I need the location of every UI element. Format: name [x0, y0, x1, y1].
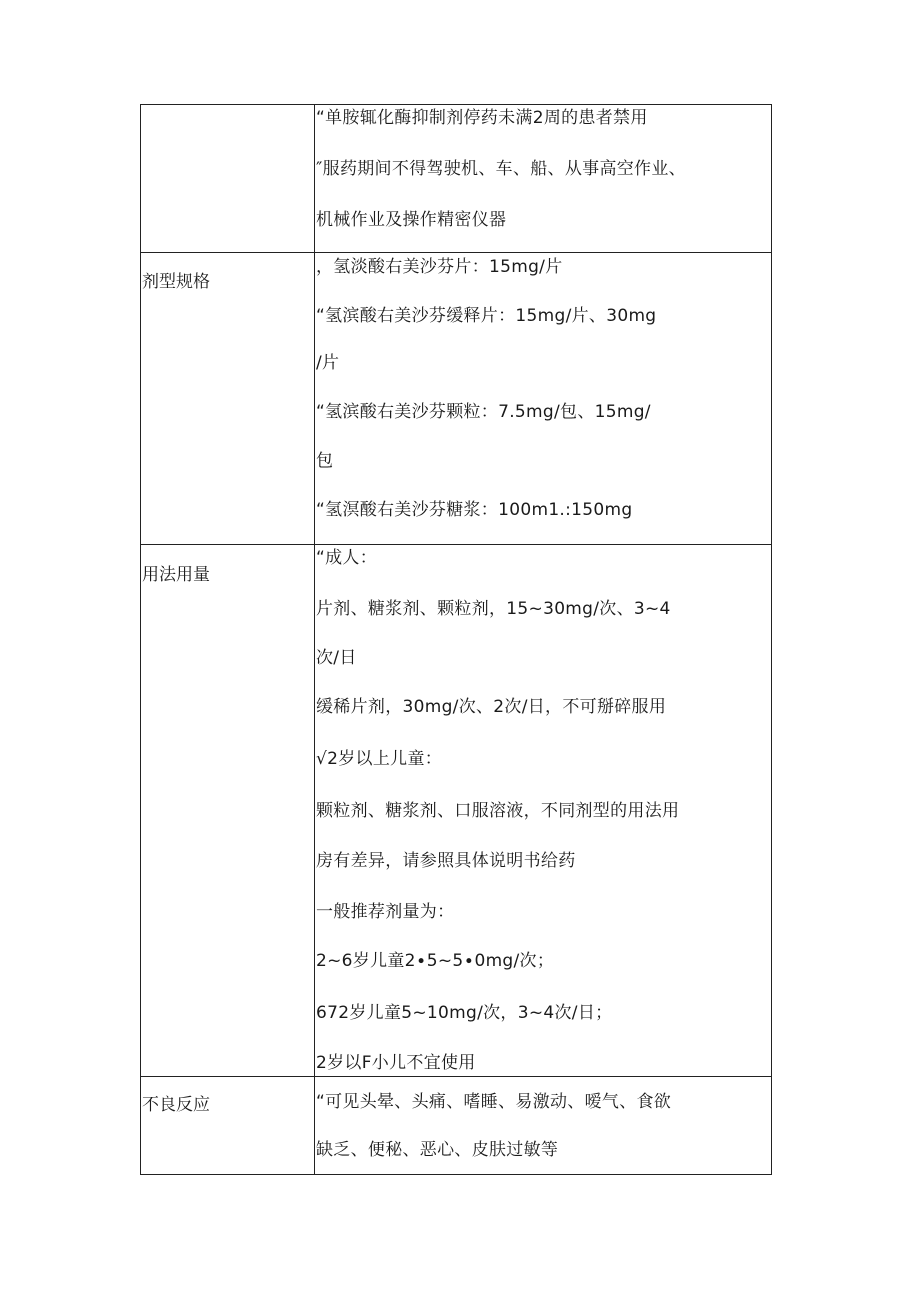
- content-line: “氢滨酸右美沙芬颗粒：7.5mg∕包、15mg∕: [316, 402, 651, 422]
- row-content-cell: [315, 105, 772, 253]
- content-line: 次/日: [316, 648, 357, 668]
- row-label-cell: [141, 545, 315, 1077]
- row-content-cell: [315, 1077, 772, 1175]
- row-label-cell: [141, 105, 315, 253]
- content-line: 缺乏、便秘、恶心、皮肤过敏等: [316, 1140, 559, 1160]
- row-label: 用法用量: [142, 565, 210, 585]
- content-line: 包: [316, 451, 334, 471]
- content-line: 缓稀片剂，30mg∕次、2次/日，不可掰碎服用: [316, 697, 667, 717]
- content-line: “单胺辄化酶抑制剂停药未满2周的患者禁用: [316, 108, 648, 128]
- table-row-contraindications: [141, 105, 772, 253]
- content-line: √2岁以上儿童：: [316, 749, 443, 769]
- content-line: 房有差异，请参照具体说明书给药: [316, 851, 576, 871]
- drug-info-table: [140, 104, 772, 1175]
- row-label: 不良反应: [142, 1095, 210, 1115]
- content-line: ，氢淡酸右美沙芬片：15mg∕片: [316, 257, 563, 277]
- row-label-cell: [141, 1077, 315, 1175]
- content-line: 片剂、糖浆剂、颗粒剂，15~30mg∕次、3~4: [316, 599, 671, 619]
- content-line: 2~6岁儿童2∙5~5∙0mg∕次；: [316, 951, 555, 971]
- content-line: 一般推荐剂量为：: [316, 902, 455, 922]
- content-line: ″服药期间不得驾驶机、车、船、从事高空作业、: [316, 159, 686, 179]
- content-line: 机械作业及操作精密仪器: [316, 210, 507, 230]
- row-label: 剂型规格: [142, 272, 210, 292]
- content-line: 672岁儿童5~10mg∕次，3~4次/日；: [316, 1003, 613, 1023]
- content-line: “氢溟酸右美沙芬糖浆：100m1.:150mg: [316, 500, 633, 520]
- content-line: /片: [316, 353, 340, 373]
- table-row-usage-dosage: [141, 545, 772, 1077]
- content-line: “氢滨酸右美沙芬缓释片：15mg∕片、30mg: [316, 306, 657, 326]
- table-row-dosage-forms: [141, 253, 772, 545]
- row-label-cell: [141, 253, 315, 545]
- content-line: 颗粒剂、糖浆剂、口服溶液，不同剂型的用法用: [316, 801, 680, 821]
- row-content-cell: [315, 253, 772, 545]
- content-line: 2岁以F小儿不宜使用: [316, 1053, 476, 1073]
- row-content-cell: [315, 545, 772, 1077]
- content-line: “可见头晕、头痛、嗜睡、易激动、嗳气、食欲: [316, 1092, 672, 1112]
- table-row-adverse-reactions: [141, 1077, 772, 1175]
- content-line: “成人：: [316, 548, 378, 568]
